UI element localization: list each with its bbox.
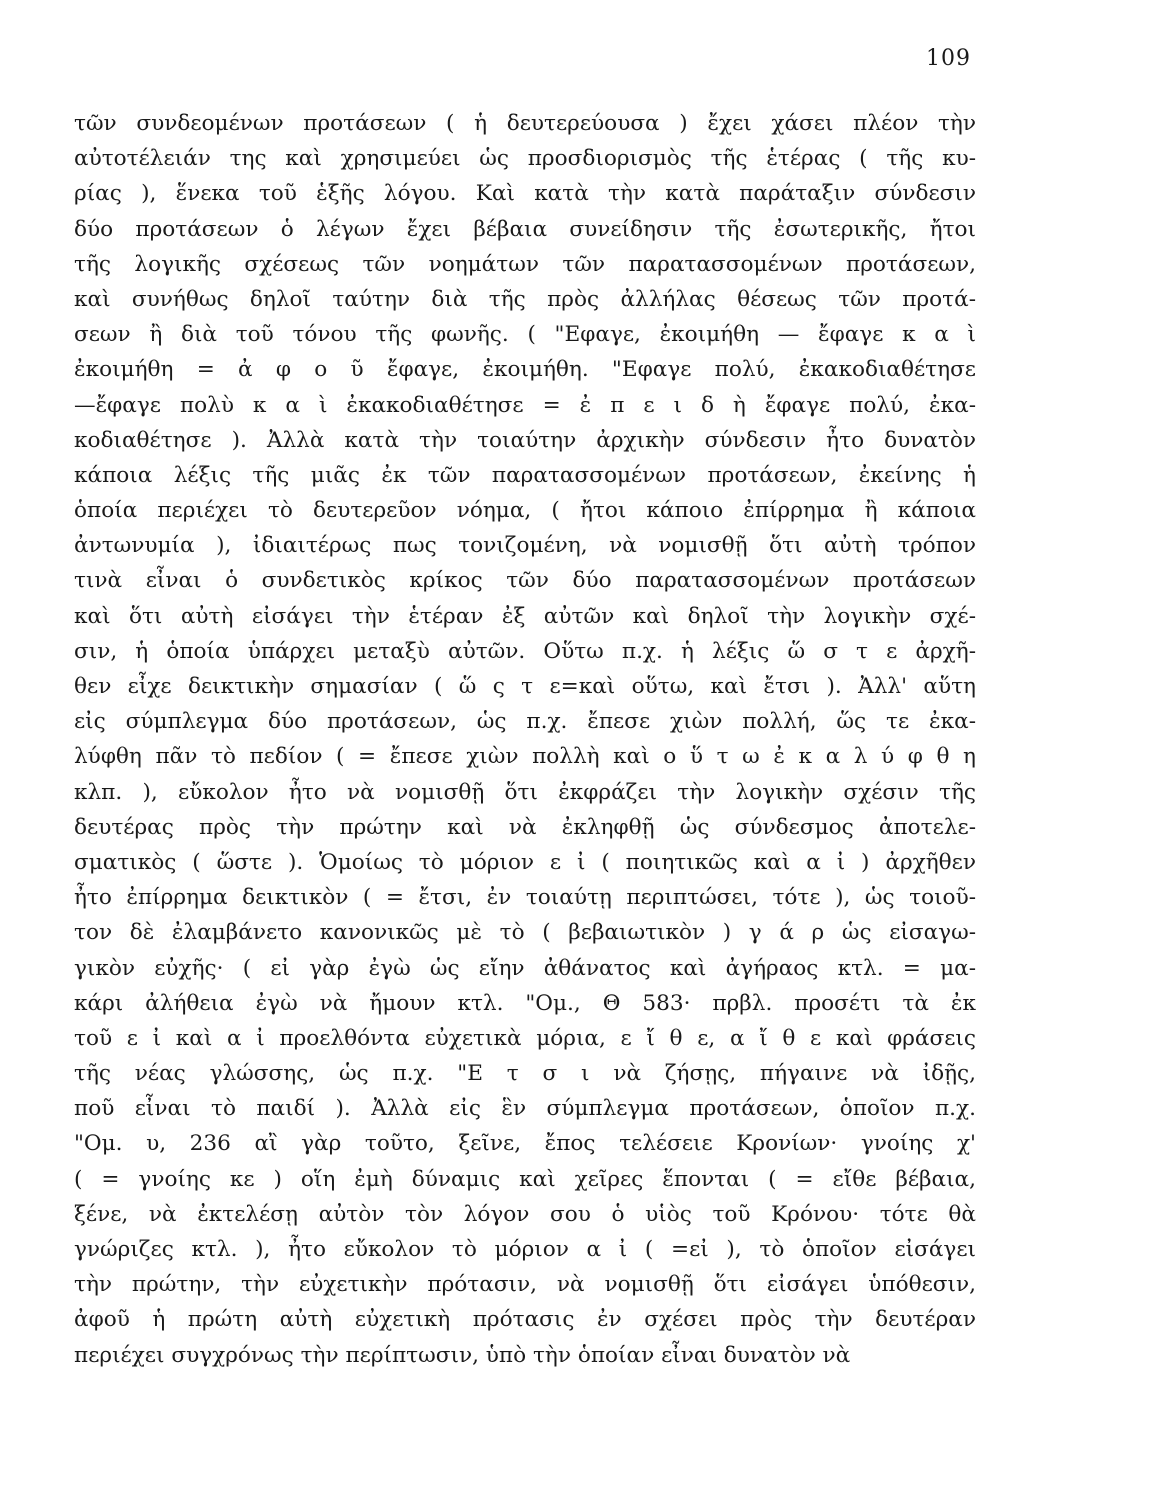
text-line: ποῦ εἶναι τὸ παιδί ). Ἀλλὰ εἰς ἓν σύμπλεγμα προτάσεων, ὁποῖον π.χ. (74, 1096, 976, 1122)
text-line: τον δὲ ἐλαμβάνετο κανονικῶς μὲ τὸ ( βεβαιωτικὸν ) γ ά ρ ὡς εἰσαγω- (74, 920, 976, 946)
text-line: κάρι ἀλήθεια ἐγὼ νὰ ἤμουν κτλ. "Ομ., Θ 583· πρβλ. προσέτι τὰ ἐκ (74, 990, 976, 1016)
page-number: 109 (926, 46, 971, 71)
text-line: ὁποία περιέχει τὸ δευτερεῦον νόημα, ( ἤτοι κάποιο ἐπίρρημα ἢ κάποια (74, 498, 976, 524)
body-text (74, 106, 976, 1373)
text-line: τινὰ εἶναι ὁ συνδετικὸς κρίκος τῶν δύο παρατασσομένων προτάσεων (74, 568, 976, 594)
text-line: ξένε, νὰ ἐκτελέσῃ αὐτὸν τὸν λόγον σου ὁ υἱὸς τοῦ Κρόνου· τότε θὰ (74, 1201, 976, 1227)
text-line: σματικὸς ( ὥστε ). Ὁμοίως τὸ μόριον ε ἰ ( ποιητικῶς καὶ α ἰ ) ἀρχῆθεν (74, 849, 976, 875)
text-line: λύφθη πᾶν τὸ πεδίον ( = ἔπεσε χιὼν πολλὴ καὶ ο ὕ τ ω ἐ κ α λ ύ φ θ η (74, 744, 976, 770)
text-line: γικὸν εὐχῆς· ( εἰ γὰρ ἐγὼ ὡς εἴην ἀθάνατος καὶ ἀγήραος κτλ. = μα- (74, 955, 976, 981)
text-line: αὐτοτέλειάν της καὶ χρησιμεύει ὡς προσδιορισμὸς τῆς ἑτέρας ( τῆς κυ- (74, 146, 976, 172)
text-line: δύο προτάσεων ὁ λέγων ἔχει βέβαια συνείδησιν τῆς ἐσωτερικῆς, ἤτοι (74, 216, 976, 242)
text-line: ἀντωνυμία ), ἰδιαιτέρως πως τονιζομένη, νὰ νομισθῇ ὅτι αὐτὴ τρόπον (74, 533, 976, 559)
text-line: τῆς λογικῆς σχέσεως τῶν νοημάτων τῶν παρατασσομένων προτάσεων, (74, 251, 976, 277)
text-line: τὴν πρώτην, τὴν εὐχετικὴν πρότασιν, νὰ νομισθῇ ὅτι εἰσάγει ὑπόθεσιν, (74, 1272, 976, 1298)
text-line: κάποια λέξις τῆς μιᾶς ἐκ τῶν παρατασσομένων προτάσεων, ἐκείνης ἡ (74, 462, 976, 488)
text-line: ἦτο ἐπίρρημα δεικτικὸν ( = ἔτσι, ἐν τοιαύτῃ περιπτώσει, τότε ), ὡς τοιοῦ- (74, 885, 976, 911)
text-line: κοδιαθέτησε ). Ἀλλὰ κατὰ τὴν τοιαύτην ἀρχικὴν σύνδεσιν ἦτο δυνατὸν (74, 427, 976, 453)
text-line: τῶν συνδεομένων προτάσεων ( ἡ δευτερεύουσα ) ἔχει χάσει πλέον τὴν (74, 111, 976, 136)
text-line: ἐκοιμήθη = ἀ φ ο ῦ ἔφαγε, ἐκοιμήθη. "Εφαγε πολύ, ἐκακοδιαθέτησε (74, 357, 976, 383)
text-line: τοῦ ε ἰ καὶ α ἰ προελθόντα εὐχετικὰ μόρια, ε ἴ θ ε, α ἴ θ ε καὶ φράσεις (74, 1025, 976, 1051)
text-line: —ἔφαγε πολὺ κ α ὶ ἐκακοδιαθέτησε = ἐ π ε ι δ ὴ ἔφαγε πολύ, ἐκα- (74, 392, 976, 418)
text-line: θεν εἶχε δεικτικὴν σημασίαν ( ὥ ς τ ε=καὶ οὕτω, καὶ ἔτσι ). Ἀλλ' αὕτη (74, 674, 976, 699)
text-line: σεων ἢ διὰ τοῦ τόνου τῆς φωνῆς. ( "Εφαγε, ἐκοιμήθη — ἔφαγε κ α ὶ (74, 322, 976, 348)
text-line: "Ομ. υ, 236 αἲ γὰρ τοῦτο, ξεῖνε, ἔπος τελέσειε Κρονίων· γνοίης χ' (74, 1131, 976, 1157)
text-line: γνώριζες κτλ. ), ἦτο εὔκολον τὸ μόριον α ἰ ( =εἰ ), τὸ ὁποῖον εἰσάγει (74, 1237, 976, 1262)
text-line: ( = γνοίης κε ) οἵη ἐμὴ δύναμις καὶ χεῖρες ἕπονται ( = εἴθε βέβαια, (74, 1166, 976, 1192)
text-line: ρίας ), ἕνεκα τοῦ ἑξῆς λόγου. Καὶ κατὰ τὴν κατὰ παράταξιν σύνδεσιν (74, 181, 976, 207)
text-line: περιέχει συγχρόνως τὴν περίπτωσιν, ὑπὸ τὴν ὁποίαν εἶναι δυνατὸν νὰ (74, 1342, 851, 1368)
text-line: εἰς σύμπλεγμα δύο προτάσεων, ὡς π.χ. ἔπεσε χιὼν πολλή, ὥς τε ἐκα- (74, 709, 976, 735)
text-line: κλπ. ), εὔκολον ἦτο νὰ νομισθῇ ὅτι ἐκφράζει τὴν λογικὴν σχέσιν τῆς (74, 779, 976, 805)
text-line: ἀφοῦ ἡ πρώτη αὐτὴ εὐχετικὴ πρότασις ἐν σχέσει πρὸς τὴν δευτέραν (74, 1307, 976, 1333)
text-line: σιν, ἡ ὁποία ὑπάρχει μεταξὺ αὐτῶν. Οὕτω π.χ. ἡ λέξις ὥ σ τ ε ἀρχῆ- (74, 638, 976, 664)
text-line: τῆς νέας γλώσσης, ὡς π.χ. "Ε τ σ ι νὰ ζήσῃς, πήγαινε νὰ ἰδῇς, (74, 1061, 976, 1087)
text-line: καὶ ὅτι αὐτὴ εἰσάγει τὴν ἑτέραν ἐξ αὐτῶν καὶ δηλοῖ τὴν λογικὴν σχέ- (74, 603, 976, 629)
text-line: δευτέρας πρὸς τὴν πρώτην καὶ νὰ ἐκληφθῇ ὡς σύνδεσμος ἀποτελε- (74, 814, 976, 840)
text-line: καὶ συνήθως δηλοῖ ταύτην διὰ τῆς πρὸς ἀλλήλας θέσεως τῶν προτά- (74, 286, 976, 312)
